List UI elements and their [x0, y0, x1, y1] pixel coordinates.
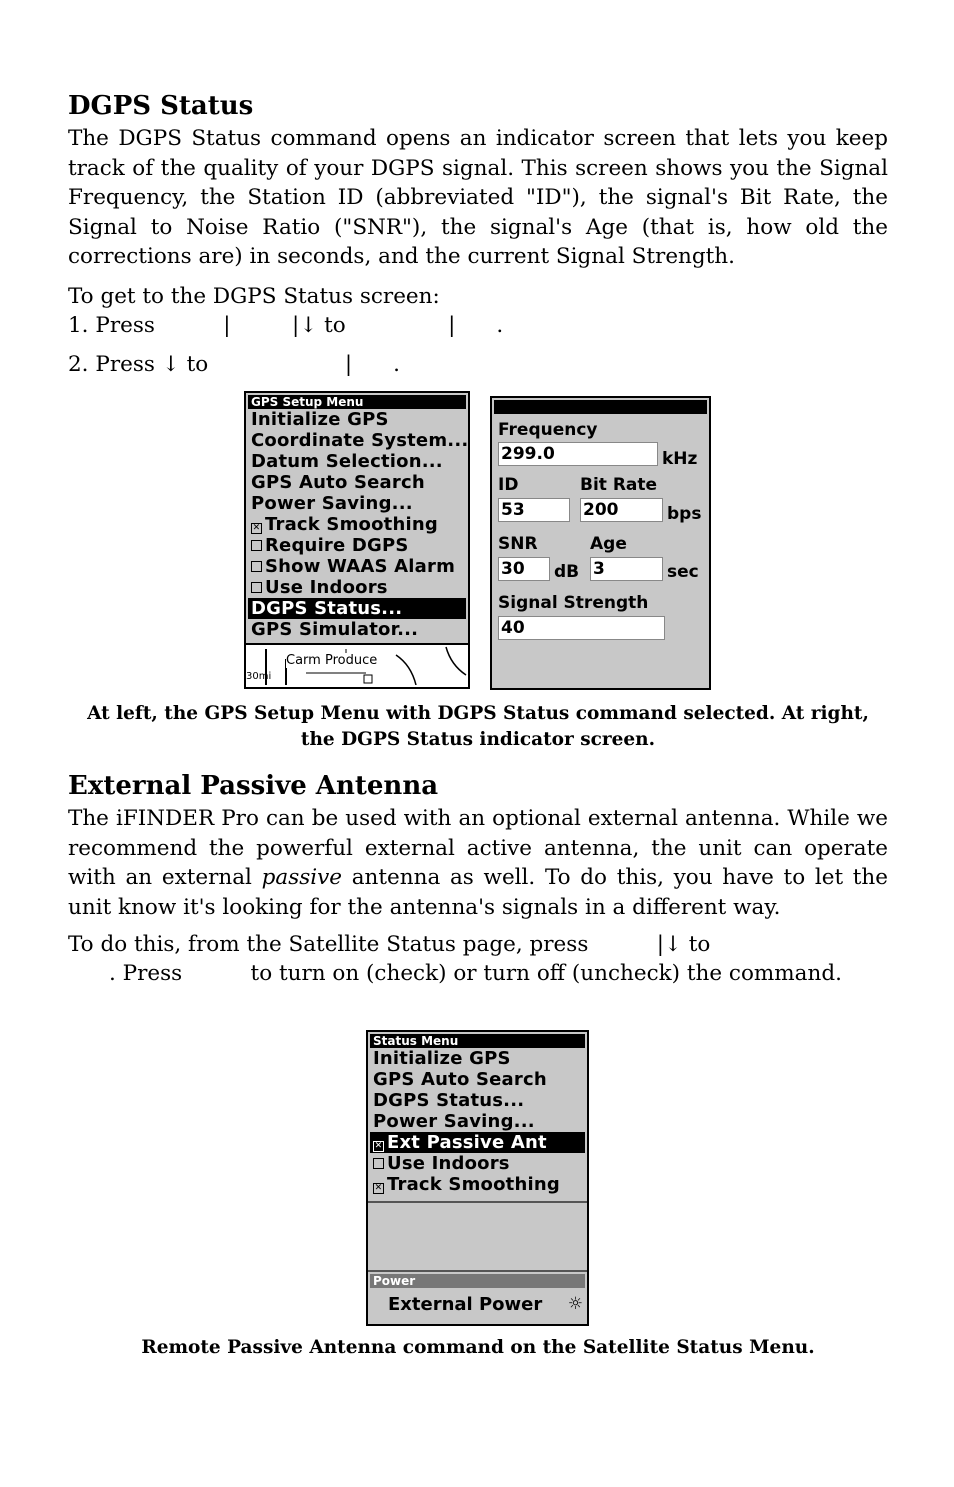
sun-icon: ☼: [567, 1294, 583, 1314]
dgps-status-paragraph: The DGPS Status command opens an indicator screen that lets you keep track of the quality of your DGPS signal. This screen shows you the Signal Frequency, the Station ID (abbreviated "ID"), the signal's Bit Rate, the Signal to Noise Ratio ("SNR"), the signal's Age (that is, how old the corrections are) in seconds, and the current Signal Strength.: [68, 126, 888, 270]
age-value: 3: [590, 557, 663, 581]
step-1: 1. Press | |↓ to | .: [68, 312, 504, 338]
id-label: ID: [498, 475, 519, 495]
setup-menu-item[interactable]: [248, 451, 466, 472]
setup-menu-item[interactable]: [248, 430, 469, 451]
setup-menu-item[interactable]: [248, 472, 466, 493]
power-panel: [368, 1270, 587, 1324]
dgps-intro: To get to the DGPS Status screen:: [68, 283, 440, 309]
gps-setup-menu-screen: [244, 391, 470, 689]
setup-menu-item-label: DGPS Status...: [251, 598, 403, 619]
signal-strength-value: 40: [498, 616, 665, 640]
checkbox-unchecked-icon[interactable]: [251, 540, 262, 551]
power-title: Power: [370, 1274, 585, 1288]
setup-menu-item[interactable]: [248, 577, 466, 598]
status-menu-item[interactable]: [370, 1111, 585, 1132]
setup-menu-item-label: GPS Auto Search: [251, 472, 425, 493]
snr-value: 30: [498, 557, 550, 581]
page-content: [68, 88, 888, 379]
status-menu-item-label: DGPS Status...: [373, 1090, 525, 1111]
setup-menu-item[interactable]: [248, 598, 466, 619]
setup-menu-item-label: Require DGPS: [265, 535, 409, 556]
antenna-instruction-line-2: . Press to turn on (check) or turn off (uncheck) the command.: [68, 961, 842, 987]
menu-divider: [368, 1201, 587, 1203]
section-2: [68, 768, 888, 988]
checkbox-checked-icon[interactable]: ✕: [374, 1141, 383, 1151]
map-scale: 30mi: [246, 671, 272, 682]
status-menu-item[interactable]: [370, 1048, 585, 1069]
frequency-label: Frequency: [498, 420, 598, 440]
section-heading-dgps-status: DGPS Status: [68, 91, 254, 121]
antenna-paragraph-part-a: The iFINDER Pro can be used with an optional external antenna. While we recommend the powerful external active antenna, the unit can operate with an external: [68, 806, 888, 891]
antenna-paragraph-emphasis: passive: [261, 865, 343, 891]
age-unit: sec: [667, 562, 699, 582]
frequency-unit: kHz: [662, 449, 698, 469]
setup-menu-item-label: Power Saving...: [251, 493, 413, 514]
bitrate-unit: bps: [667, 504, 702, 524]
antenna-instruction-line-1: To do this, from the Satellite Status page, press |↓ to: [68, 932, 711, 958]
checkbox-checked-icon[interactable]: ✕: [374, 1183, 383, 1193]
status-menu-item-label: Initialize GPS: [373, 1048, 511, 1069]
setup-menu-item[interactable]: [248, 535, 466, 556]
frequency-value: 299.0: [498, 442, 658, 466]
setup-menu-item[interactable]: [248, 556, 466, 577]
setup-menu-item-label: Track Smoothing: [265, 514, 438, 535]
setup-menu-item[interactable]: [248, 514, 466, 535]
status-menu-item[interactable]: [370, 1174, 585, 1195]
signal-strength-label: Signal Strength: [498, 593, 649, 613]
setup-menu-item-label: GPS Simulator...: [251, 619, 419, 640]
status-menu-item-label: Ext Passive Ant: [387, 1132, 547, 1153]
caption-1: At left, the GPS Setup Menu with DGPS Status command selected. At right, the DGPS Status indicator screen.: [87, 703, 869, 750]
setup-menu-item-label: Initialize GPS: [251, 409, 389, 430]
status-menu-item-label: Track Smoothing: [387, 1174, 560, 1195]
status-menu-item[interactable]: [370, 1090, 585, 1111]
status-menu-item-label: Use Indoors: [387, 1153, 510, 1174]
bitrate-value: 200: [580, 498, 663, 522]
checkbox-unchecked-icon[interactable]: [251, 561, 262, 572]
caption-2-wrap: [68, 1335, 888, 1361]
map-place-label: Carm Produce: [286, 653, 378, 668]
setup-menu-item-label: Use Indoors: [265, 577, 388, 598]
section-heading-external-antenna: External Passive Antenna: [68, 771, 439, 801]
setup-menu-item-label: Show WAAS Alarm: [265, 556, 456, 577]
setup-menu-item-label: Datum Selection...: [251, 451, 443, 472]
status-menu-item-label: GPS Auto Search: [373, 1069, 547, 1090]
caption-2: Remote Passive Antenna command on the Satellite Status Menu.: [141, 1337, 815, 1358]
setup-menu-item[interactable]: [248, 493, 466, 514]
snr-unit: dB: [554, 562, 580, 582]
setup-menu-item[interactable]: [248, 409, 466, 430]
id-value: 53: [498, 498, 570, 522]
screen-title-bar: [494, 400, 707, 414]
checkbox-checked-icon[interactable]: ✕: [252, 523, 261, 533]
status-menu-item[interactable]: [370, 1069, 585, 1090]
checkbox-unchecked-icon[interactable]: [251, 582, 262, 593]
status-menu-item-label: Power Saving...: [373, 1111, 535, 1132]
checkbox-unchecked-icon[interactable]: [373, 1158, 384, 1169]
antenna-paragraph-part-b: antenna as well. To do this, you have to let the unit know it's looking for the antenna's signals in a different way.: [68, 865, 889, 920]
caption-1-wrap: [68, 701, 888, 753]
setup-menu-item-label: Coordinate System...: [251, 430, 469, 451]
snr-label: SNR: [498, 534, 538, 554]
map-strip: [246, 643, 468, 687]
antenna-paragraph: [68, 804, 888, 922]
status-menu-item[interactable]: [370, 1153, 585, 1174]
status-menu-screen: [366, 1030, 589, 1326]
step-2: 2. Press ↓ to | .: [68, 351, 400, 377]
dgps-status-screen: [490, 396, 711, 690]
bitrate-label: Bit Rate: [580, 475, 658, 495]
status-menu-item[interactable]: [370, 1132, 585, 1153]
power-value: External Power: [388, 1294, 543, 1315]
age-label: Age: [590, 534, 627, 554]
status-menu-title: Status Menu: [370, 1034, 585, 1048]
setup-menu-item[interactable]: [248, 619, 466, 640]
menu-title: GPS Setup Menu: [248, 395, 466, 409]
